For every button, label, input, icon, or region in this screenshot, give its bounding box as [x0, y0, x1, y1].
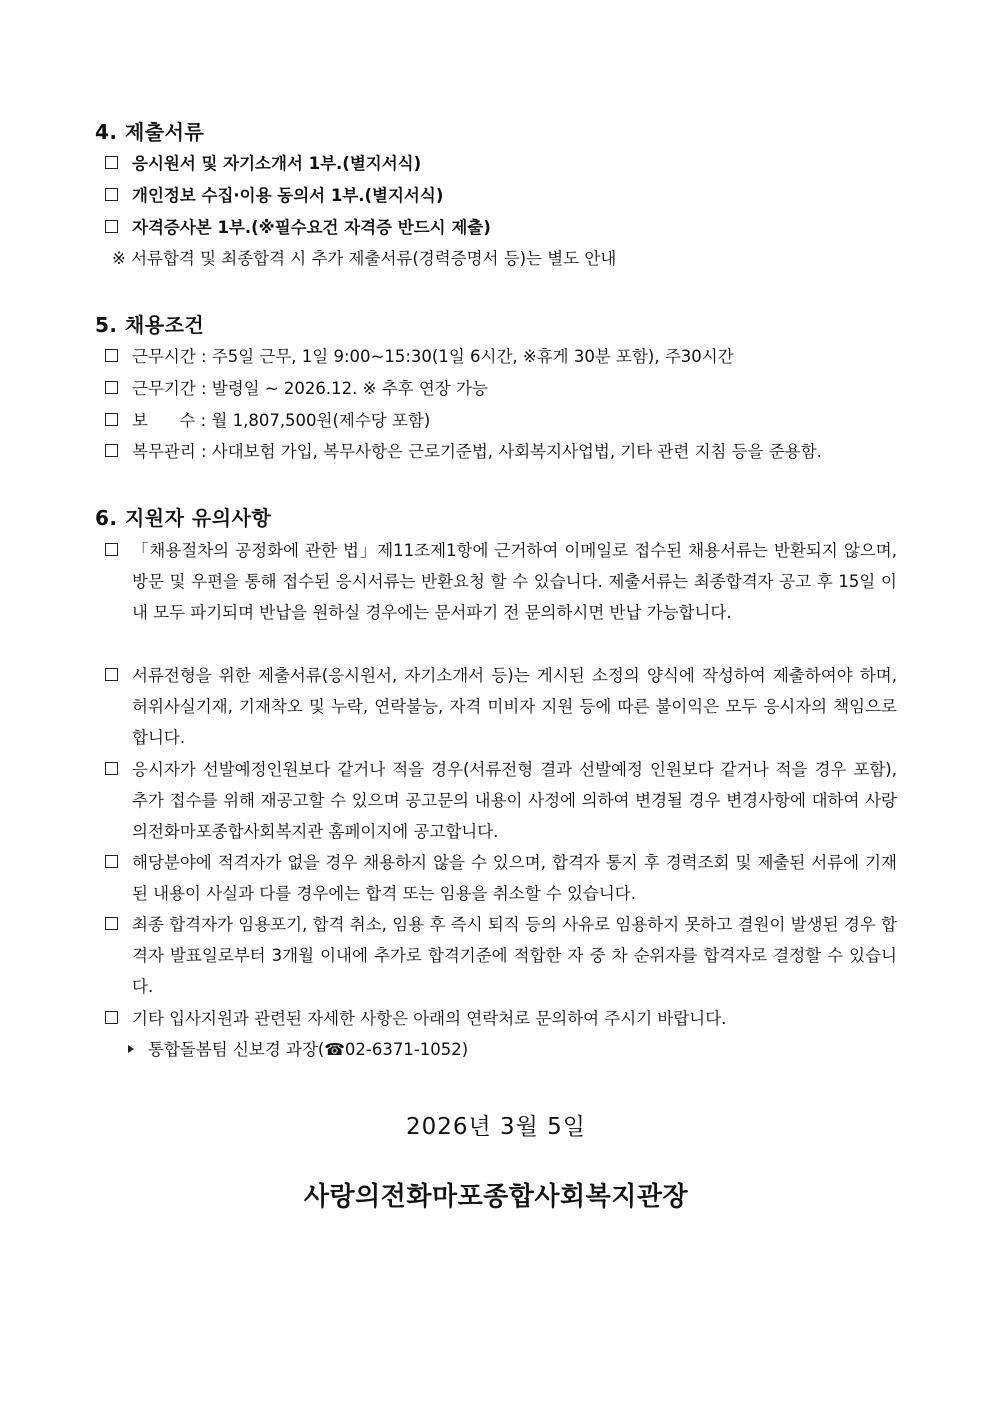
- section-title-submission-documents: 4. 제출서류: [95, 120, 205, 144]
- document-date: 2026년 3월 5일: [405, 1114, 587, 1140]
- section-title-applicant-notes: 6. 지원자 유의사항: [95, 506, 272, 530]
- checkbox-square-icon: [105, 855, 118, 868]
- checkbox-square-icon: [105, 349, 118, 362]
- checkbox-square-icon: [105, 381, 118, 394]
- organization-signature: 사랑의전화마포종합사회복지관장: [303, 1182, 689, 1212]
- checkbox-square-icon: [105, 1011, 118, 1024]
- item-text: 응시자가 선발예정인원보다 같거나 적을 경우(서류전형 결과 선발예정 인원보다 같거나 적을 경우 포함), 추가 접수를 위해 재공고할 수 있으며 공고문의 내용이 사정에 의하여 변경될 경우 변경사항에 대하여 사랑의전화마포종합사회복지관 홈페이지에 공고합니다.: [132, 760, 897, 841]
- checkbox-square-icon: [105, 413, 118, 426]
- item-text: 근무기간 : 발령일 ~ 2026.12. ※ 추후 연장 가능: [132, 379, 488, 398]
- condition-item-work-hours: [105, 341, 905, 372]
- checkbox-square-icon: [105, 156, 118, 169]
- notice-item-document-return: [105, 535, 897, 628]
- notice-item-cancellation: [105, 847, 897, 909]
- contact-text: 통합돌봄팀 신보경 과장(☎02-6371-1052): [148, 1040, 469, 1059]
- contact-line: [128, 1034, 468, 1065]
- item-text: 자격증사본 1부.(※필수요건 자격증 반드시 제출): [132, 218, 491, 237]
- checkbox-square-icon: [105, 543, 118, 556]
- condition-item-service-management: [105, 436, 905, 467]
- submission-note: ※ 서류합격 및 최종합격 시 추가 제출서류(경력증명서 등)는 별도 안내: [112, 249, 617, 268]
- condition-item-salary: [105, 405, 905, 436]
- checkbox-square-icon: [105, 188, 118, 201]
- item-text: 복무관리 : 사대보험 가입, 복무사항은 근로기준법, 사회복지사업법, 기타 관련 지침 등을 준용함.: [132, 442, 822, 461]
- condition-item-work-period: [105, 373, 905, 404]
- notice-item-readvertisement: [105, 754, 897, 847]
- item-text: 보 수 : 월 1,807,500원(제수당 포함): [132, 411, 431, 430]
- item-text: 응시원서 및 자기소개서 1부.(별지서식): [132, 154, 422, 173]
- item-text: 개인정보 수집·이용 동의서 1부.(별지서식): [132, 186, 444, 205]
- item-text: 해당분야에 적격자가 없을 경우 채용하지 않을 수 있으며, 합격자 통지 후 경력조회 및 제출된 서류에 기재된 내용이 사실과 다를 경우에는 합격 또는 임용을 취소할 수 있습니다.: [132, 853, 897, 903]
- item-text: 기타 입사지원과 관련된 자세한 사항은 아래의 연락처로 문의하여 주시기 바랍니다.: [132, 1009, 727, 1028]
- checkbox-square-icon: [105, 444, 118, 457]
- notice-item-vacancy: [105, 909, 897, 1002]
- submission-item-certificate: [105, 212, 905, 243]
- item-text: 서류전형을 위한 제출서류(응시원서, 자기소개서 등)는 게시된 소정의 양식에 작성하여 제출하여야 하며, 허위사실기재, 기재착오 및 누락, 연락불능, 자격 미비자 지원 등에 따른 불이익은 모두 응시자의 책임으로 합니다.: [132, 666, 897, 747]
- triangle-bullet-icon: [128, 1045, 134, 1053]
- checkbox-square-icon: [105, 220, 118, 233]
- section-title-employment-conditions: 5. 채용조건: [95, 313, 205, 337]
- item-text: 「채용절차의 공정화에 관한 법」제11조제1항에 근거하여 이메일로 접수된 채용서류는 반환되지 않으며, 방문 및 우편을 통해 접수된 응시서류는 반환요청 할 수 있습니다. 제출서류는 최종합격자 공고 후 15일 이내 모두 파기되며 반납을 원하실 경우에는 문서파기 전 문의하시면 반납 가능합니다.: [132, 541, 897, 622]
- checkbox-square-icon: [105, 917, 118, 930]
- submission-item-privacy-consent: [105, 180, 905, 211]
- notice-item-submission-forms: [105, 660, 897, 753]
- checkbox-square-icon: [105, 668, 118, 681]
- submission-item-application: [105, 148, 905, 179]
- checkbox-square-icon: [105, 762, 118, 775]
- item-text: 최종 합격자가 임용포기, 합격 취소, 임용 후 즉시 퇴직 등의 사유로 임용하지 못하고 결원이 발생된 경우 합격자 발표일로부터 3개월 이내에 추가로 합격기준에 적합한 자 중 차 순위자를 합격자로 결정할 수 있습니다.: [132, 915, 897, 996]
- notice-item-inquiry: [105, 1003, 897, 1034]
- item-text: 근무시간 : 주5일 근무, 1일 9:00~15:30(1일 6시간, ※휴게 30분 포함), 주30시간: [132, 347, 734, 366]
